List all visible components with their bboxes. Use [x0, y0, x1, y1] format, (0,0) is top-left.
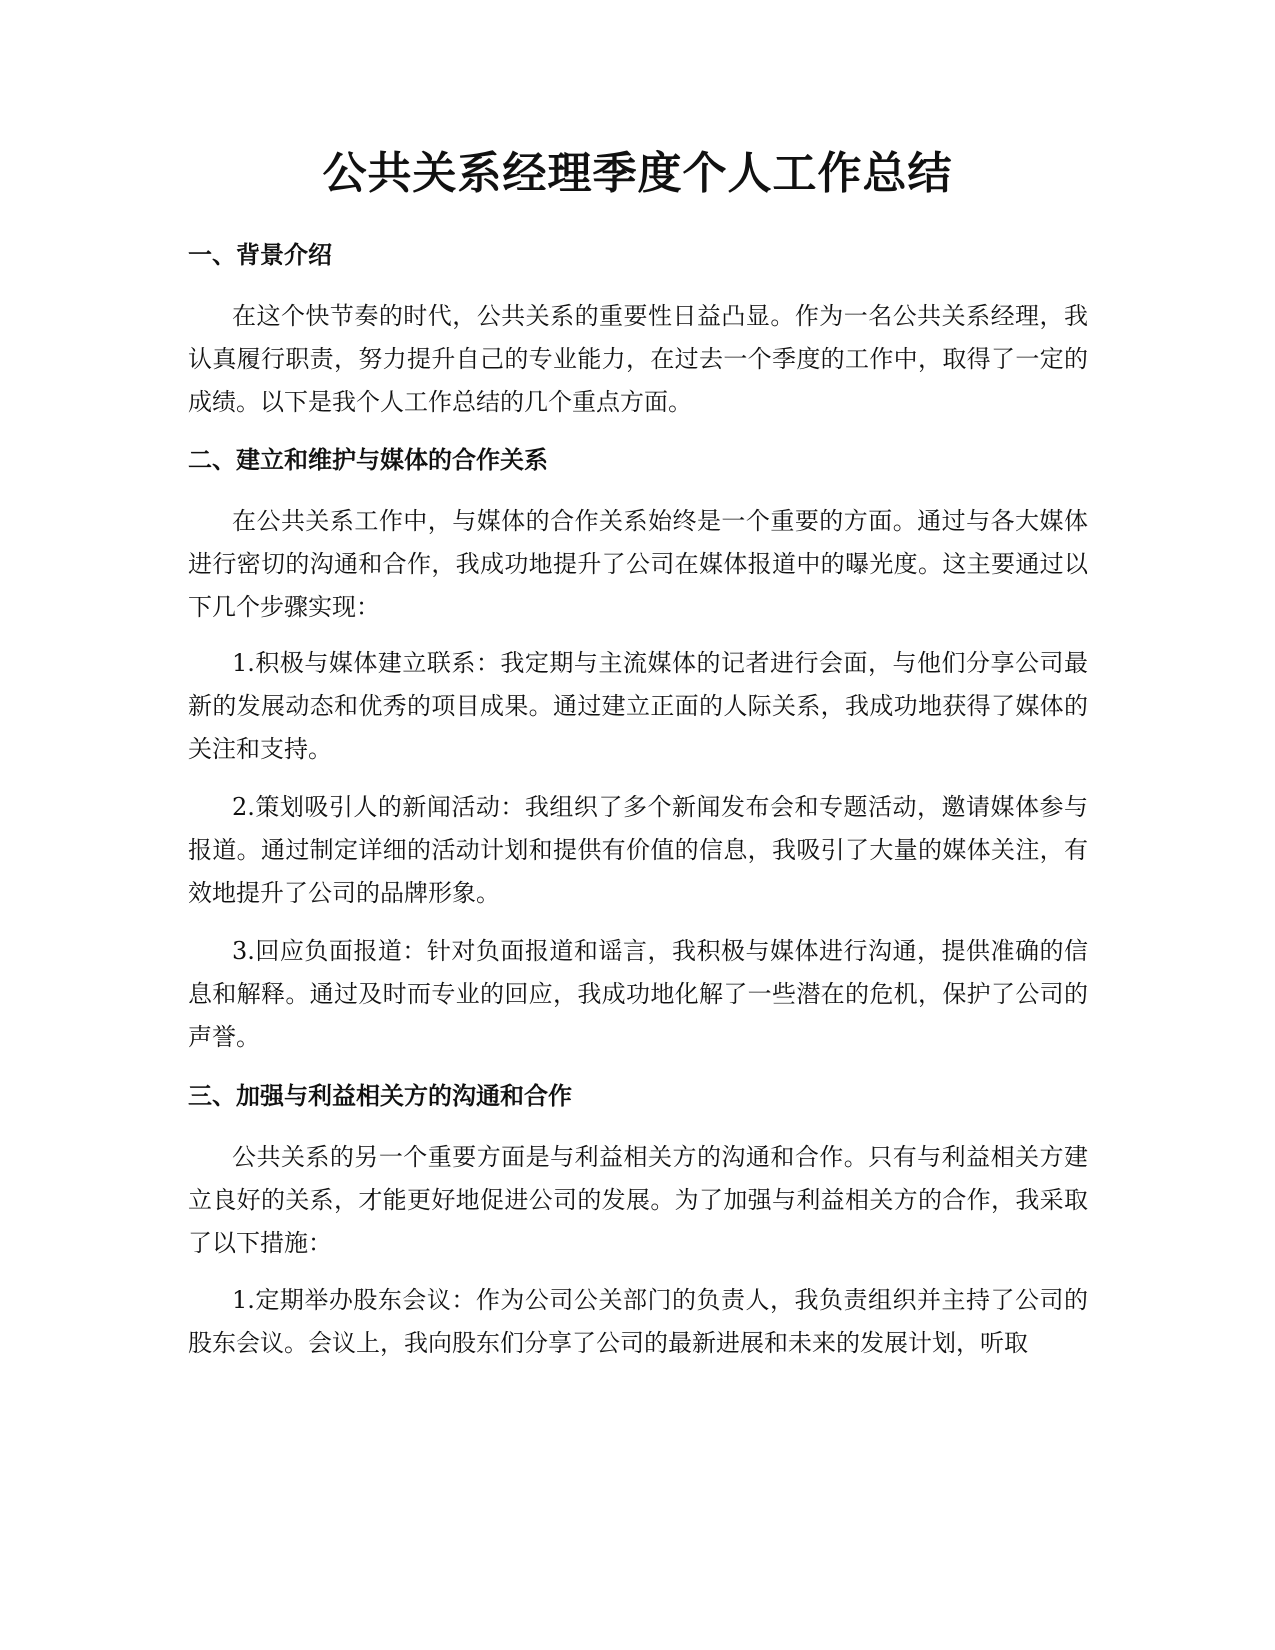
section-heading-media: 二、建立和维护与媒体的合作关系: [188, 446, 548, 474]
section-heading-stakeholders: 三、加强与利益相关方的沟通和合作: [188, 1082, 572, 1110]
document-title: 公共关系经理季度个人工作总结: [322, 148, 953, 199]
section-heading-background: 一、背景介绍: [188, 241, 332, 269]
paragraph: 公共关系的另一个重要方面是与利益相关方的沟通和合作。只有与利益相关方建立良好的关系，才能更好地促进公司的发展。为了加强与利益相关方的合作，我采取了以下措施：: [188, 1143, 1088, 1257]
paragraph: 在这个快节奏的时代，公共关系的重要性日益凸显。作为一名公共关系经理，我认真履行职责，努力提升自己的专业能力，在过去一个季度的工作中，取得了一定的成绩。以下是我个人工作总结的几个重点方面。: [188, 302, 1088, 416]
list-paragraph: 1.定期举办股东会议：作为公司公关部门的负责人，我负责组织并主持了公司的股东会议。会议上，我向股东们分享了公司的最新进展和未来的发展计划，听取: [188, 1286, 1088, 1357]
list-paragraph: 1.积极与媒体建立联系：我定期与主流媒体的记者进行会面，与他们分享公司最新的发展动态和优秀的项目成果。通过建立正面的人际关系，我成功地获得了媒体的关注和支持。: [188, 649, 1088, 763]
list-paragraph: 3.回应负面报道：针对负面报道和谣言，我积极与媒体进行沟通，提供准确的信息和解释。通过及时而专业的回应，我成功地化解了一些潜在的危机，保护了公司的声誉。: [188, 937, 1088, 1051]
list-paragraph: 2.策划吸引人的新闻活动：我组织了多个新闻发布会和专题活动，邀请媒体参与报道。通过制定详细的活动计划和提供有价值的信息，我吸引了大量的媒体关注，有效地提升了公司的品牌形象。: [188, 793, 1088, 907]
paragraph: 在公共关系工作中，与媒体的合作关系始终是一个重要的方面。通过与各大媒体进行密切的沟通和合作，我成功地提升了公司在媒体报道中的曝光度。这主要通过以下几个步骤实现：: [188, 507, 1088, 621]
